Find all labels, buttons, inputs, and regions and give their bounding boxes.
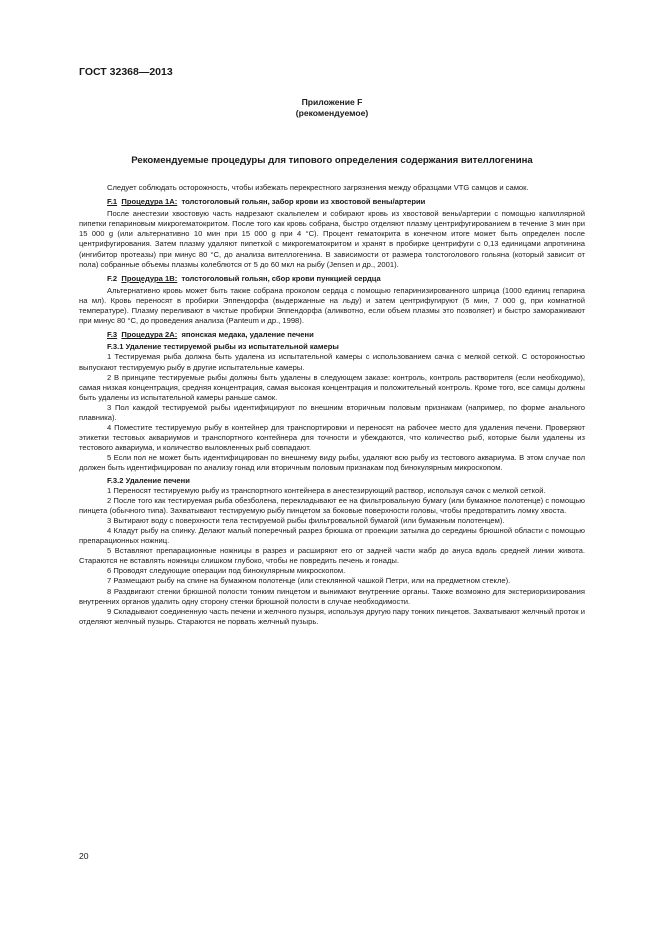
- intro-paragraph: Следует соблюдать осторожность, чтобы избежать перекрестного загрязнения между образцами VTG самцов и самок.: [107, 183, 529, 192]
- step-f31-1: 1 Тестируемая рыба должна быть удалена из испытательной камеры с использованием сачка с мелкой сеткой. С осторожностью выпускают тестируемую рыбу в другие испытательные камеры.: [79, 352, 585, 372]
- step-f31-2: 2 В принципе тестируемые рыбы должны быть удалены в следующем заказе: контроль, контроль растворителя (если необходимо), самая низкая концентрация, средняя концентрация, самая высокая концентрация и положительный контроль. Кроме того, все самцы должны быть удалены из испытательной камеры раньше самок.: [79, 372, 585, 402]
- step-f32-1: 1 Переносят тестируемую рыбу из транспортного контейнера в анестезирующий раствор, используя сачок с мелкой сеткой.: [107, 485, 546, 495]
- annex-status: (рекомендуемое): [295, 108, 369, 118]
- annex-title: Рекомендуемые процедуры для типового определения содержания вителлогенина: [131, 155, 533, 166]
- step-f32-2: 2 После того как тестируемая рыба обезболена, перекладывают ее на фильтровальную бумагу (или бумажное полотенце) с помощью пинцета (обычного типа). Захватывают тестируемую рыбу пинцетом за боковые поверхности головы, чтобы предотвратить ломку хвоста.: [79, 495, 585, 515]
- step-f31-4: 4 Поместите тестируемую рыбу в контейнер для транспортировки и переносят на рабочее место для удаления печени. Проверяют этикетки тестовых аквариумов и транспортного контейнера для точности и убеждаются, что количество рыб, которые были удалены из тестового аквариума, и количество выловленных рыб совпадают.: [79, 423, 585, 453]
- annex-label: Приложение F: [301, 97, 363, 107]
- subsection-f31-title: F.3.1 Удаление тестируемой рыбы из испытательной камеры: [107, 342, 339, 352]
- document-id: ГОСТ 32368—2013: [79, 66, 173, 78]
- page-number: 20: [79, 851, 89, 861]
- subsection-f32-title: F.3.2 Удаление печени: [107, 475, 190, 485]
- section-f2-number: F.2: [107, 273, 118, 283]
- step-f31-3: 3 Пол каждой тестируемой рыбы идентифицируют по внешним вторичным половым признакам (например, по форме анального плавника).: [79, 402, 585, 422]
- section-f3-desc: японская медака, удаление печени: [181, 330, 314, 340]
- section-f3-name: Процедура 2А:: [121, 330, 178, 340]
- section-f1-name: Процедура 1А:: [121, 197, 178, 207]
- step-f32-9: 9 Складывают соединенную часть печени и желчного пузыря, используя другую пару тонких пинцетов. Захватывают желчный проток и отделяют желчный пузырь. Стараются не порвать желчный пузырь.: [79, 606, 585, 626]
- step-f31-5: 5 Если пол не может быть идентифицирован по внешнему виду рыбы, удаляют всю рыбу из тестового аквариума. В этом случае пол должен быть идентифицирован по анализу гонад или вторичным половым признакам под бинокулярным микроскопом.: [79, 453, 585, 473]
- step-f32-7: 7 Размещают рыбу на спине на бумажном полотенце (или стеклянной чашкой Петри, или на предметном стекле).: [107, 576, 511, 586]
- section-f2-paragraph: Альтернативно кровь может быть также собрана проколом сердца с помощью гепаринизированного шприца (1000 единиц гепарина на мл). Кровь переносят в пробирки Эппендорфа (выдержанные на льду) и затем центрифугируют (5 мин, 7 000 g, при комнатной температуре). Плазму переливают в чистые пробирки Эппендорфа (аликвотно, если объем плазмы это позволяет) и быстро замораживают при минус 80 °C, до проведения анализа (Panteum и др., 1998).: [79, 285, 585, 326]
- section-f1-paragraph: После анестезии хвостовую часть надрезают скальпелем и собирают кровь из хвостовой вены/артерии с помощью капиллярной пипетки гепариновым микрогематокритом. После того как кровь собрана, быстро отделяют плазму центрифугированием в течение 3 мин при 15 000 g (или альтернативно 10 мин при 15 000 g при 4 °C). Процент гематокрита в конечном итоге может быть определен после центрифугирования. Затем плазму удаляют пипеткой с микрогематокритом и хранят в пробирке центрифуги с 0,13 единицами апротинина (ингибитор протеазы) при минус 80 °C, до анализа вителлогенина. В зависимости от размера толстоголового гольяна (который зависит от пола) собранные объемы плазмы колеблются от 5 до 60 мкл на рыбу (Jensen и др., 2001).: [79, 209, 585, 269]
- section-f2-name: Процедура 1В:: [121, 273, 178, 283]
- step-f32-5: 5 Вставляют препарационные ножницы в разрез и расширяют его от задней части жабр до ануса вдоль средней линии живота. Стараются не вставлять ножницы слишком глубоко, чтобы не повредить печень и гонады.: [79, 546, 585, 566]
- step-f32-3: 3 Вытирают воду с поверхности тела тестируемой рыбы фильтровальной бумагой (или бумажным полотенцем).: [107, 515, 505, 525]
- section-f3-number: F.3: [107, 330, 118, 340]
- step-f32-8: 8 Раздвигают стенки брюшной полости тонким пинцетом и вынимают внутренние органы. Также возможно для экстериоризирования внутренних органов удалить одну сторону стенки брюшной полости в случае необходимости.: [79, 586, 585, 606]
- section-f2-heading: [79, 274, 585, 284]
- section-f1-heading: [79, 197, 585, 207]
- step-f32-6: 6 Проводят следующие операции под бинокулярным микроскопом.: [107, 566, 346, 576]
- step-f32-4: 4 Кладут рыбу на спинку. Делают малый поперечный разрез брюшка от проекции затылка до середины брюшной области с помощью препарационных ножниц.: [79, 526, 585, 546]
- section-f1-number: F.1: [107, 197, 118, 207]
- section-f2-desc: толстоголовый гольян, сбор крови пункцией сердца: [181, 273, 381, 283]
- section-f1-desc: толстоголовый гольян, забор крови из хвостовой вены/артерии: [181, 197, 426, 207]
- section-f3-heading: [79, 330, 585, 340]
